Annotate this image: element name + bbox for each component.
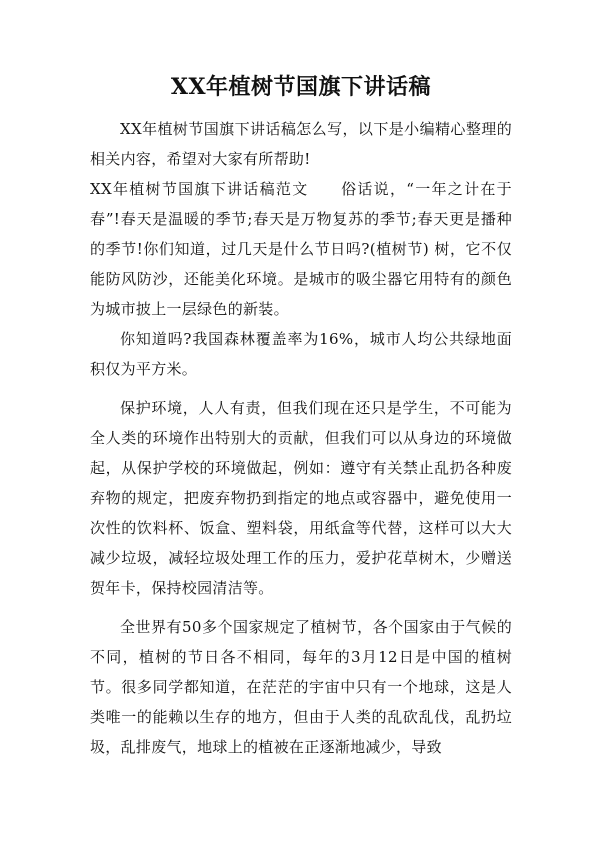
document-title: XX年植树节国旗下讲话稿 [170,74,432,100]
intro-paragraph: XX年植树节国旗下讲话稿怎么写，以下是小编精心整理的相关内容，希望对大家有所帮助! [90,120,512,168]
document-body [90,114,512,762]
paragraph-arbor-day-world: 全世界有50多个国家规定了植树节，各个国家由于气候的不同，植树的节日各不相同，每年的3月12日是中国的植树节。很多同学都知道，在茫茫的宇宙中只有一个地球，这是人类唯一的能赖以生存的地方，但由于人类的乱砍乱伐，乱扔垃圾，乱排废气，地球上的植被在正逐渐地减少，导致 [90,618,512,756]
paragraph-forest-coverage: 你知道吗?我国森林覆盖率为16%，城市人均公共绿地面积仅为平方米。 [90,330,512,378]
paragraph-proverb: XX年植树节国旗下讲话稿范文 俗话说，“一年之计在于春”!春天是温暖的季节;春天是万物复苏的季节;春天更是播种的季节!你们知道，过几天是什么节日吗?(植树节) 树，它不仅能防风防沙，还能美化环境。是城市的吸尘器它用特有的颜色为城市披上一层绿色的新装。 [90,180,512,318]
paragraph-protect-environment: 保护环境，人人有责，但我们现在还只是学生，不可能为全人类的环境作出特别大的贡献，但我们可以从身边的环境做起，从保护学校的环境做起，例如：遵守有关禁止乱扔各种废弃物的规定，把废弃物扔到指定的地点或容器中，避免使用一次性的饮料杯、饭盒、塑料袋，用纸盒等代替，这样可以大大减少垃圾，减轻垃圾处理工作的压力，爱护花草树木，少赠送贺年卡，保持校园清洁等。 [90,399,512,597]
